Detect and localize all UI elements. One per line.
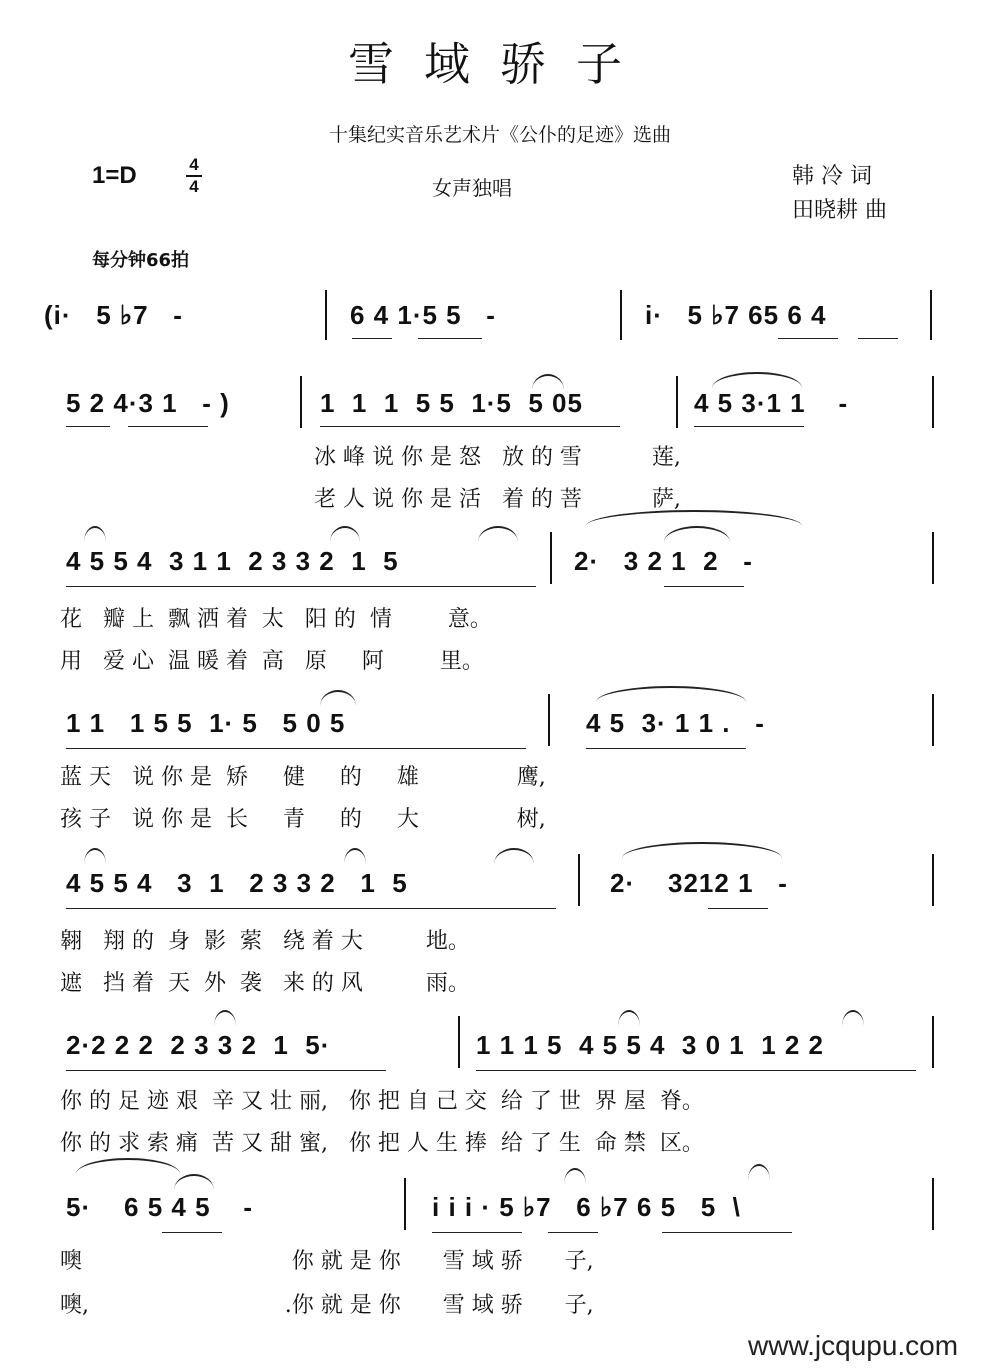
- barline: [932, 532, 934, 584]
- lyric-verse-2: 老 人 说 你 是 活 着 的 菩 萨,: [314, 487, 681, 512]
- lyric-verse-2: 噢, .你 就 是 你 雪 域 骄 子,: [60, 1293, 594, 1318]
- underline: [694, 426, 804, 427]
- underline: [432, 1232, 522, 1233]
- barline: [300, 376, 302, 428]
- lyricist: 韩 冷 词: [792, 164, 872, 189]
- composer: 田晓耕 曲: [792, 198, 887, 223]
- measure: 2· 3 2 1 2 -: [574, 546, 753, 576]
- lyric-verse-1: 花 瓣 上 飘 洒 着 太 阳 的 情 意。: [60, 607, 492, 632]
- underline: [662, 1232, 792, 1233]
- underline: [858, 338, 898, 339]
- credits: [792, 160, 887, 228]
- slur: [712, 372, 802, 388]
- lyric-verse-1: 蓝 天 说 你 是 矫 健 的 雄 鹰,: [60, 765, 546, 790]
- lyric-verse-1: 噢 你 就 是 你 雪 域 骄 子,: [60, 1249, 594, 1274]
- underline: [66, 1070, 386, 1071]
- slur: [330, 526, 360, 542]
- measure: 1 1 1 5 4 5 5 4 3 0 1 1 2 2: [476, 1030, 825, 1060]
- measure: 4 5 3· 1 1 . -: [586, 708, 765, 738]
- underline: [66, 908, 556, 909]
- barline: [550, 532, 552, 584]
- slur: [842, 1010, 864, 1026]
- underline: [548, 1232, 598, 1233]
- lyric-verse-2: 用 爱 心 温 暖 着 高 原 阿 里。: [60, 649, 484, 674]
- lyric-verse-2: 你 的 求 索 痛 苦 又 甜 蜜, 你 把 人 生 捧 给 了 生 命 禁 区。: [60, 1131, 704, 1156]
- tempo-marking: 每分钟66拍: [92, 250, 190, 271]
- slur: [664, 526, 730, 542]
- slur: [84, 848, 106, 864]
- measure: 1 1 1 5 5 1· 5 5 0 5: [66, 708, 346, 738]
- time-signature: [186, 156, 202, 196]
- underline: [352, 338, 392, 339]
- time-numerator: 4: [189, 155, 199, 174]
- measure: (i· 5 ♭7 -: [44, 300, 183, 330]
- barline: [930, 290, 932, 340]
- barline: [932, 1016, 934, 1068]
- underline: [708, 908, 768, 909]
- underline: [128, 426, 208, 427]
- underline: [66, 586, 536, 587]
- measure: 4 5 5 4 3 1 2 3 3 2 1 5: [66, 868, 408, 898]
- time-denominator: 4: [189, 177, 199, 196]
- slur: [84, 526, 106, 542]
- watermark: www.jcqupu.com: [748, 1330, 959, 1361]
- barline: [932, 694, 934, 746]
- underline: [66, 426, 110, 427]
- slur: [478, 526, 518, 542]
- slur: [344, 848, 366, 864]
- slur: [596, 686, 746, 702]
- measure: i i i · 5 ♭7 6 ♭7 6 5 5 \: [432, 1192, 741, 1222]
- underline: [586, 748, 746, 749]
- voice-type: 女声独唱: [432, 176, 512, 200]
- slur: [494, 848, 534, 864]
- slur: [618, 1010, 640, 1026]
- underline: [778, 338, 838, 339]
- slur: [214, 1010, 236, 1026]
- lyric-verse-1: 冰 峰 说 你 是 怒 放 的 雪 莲,: [314, 445, 681, 470]
- underline: [664, 586, 744, 587]
- barline: [548, 694, 550, 746]
- barline: [578, 854, 580, 906]
- underline: [418, 338, 482, 339]
- measure: 2·2 2 2 2 3 3 2 1 5·: [66, 1030, 331, 1060]
- barline: [325, 290, 327, 340]
- underline: [476, 1070, 916, 1071]
- barline: [932, 1178, 934, 1230]
- barline: [676, 376, 678, 428]
- slur: [532, 374, 564, 390]
- measure: 1 1 1 5 5 1·5 5 05: [320, 388, 583, 418]
- measure: i· 5 ♭7 65 6 4: [645, 300, 827, 330]
- underline: [320, 426, 620, 427]
- barline: [404, 1178, 406, 1230]
- measure: 5· 6 5 4 5 -: [66, 1192, 254, 1222]
- slur: [748, 1164, 770, 1180]
- underline: [66, 748, 526, 749]
- slur: [564, 1168, 586, 1184]
- measure: 6 4 1·5 5 -: [350, 300, 496, 330]
- slur: [622, 842, 782, 858]
- song-subtitle: 十集纪实音乐艺术片《公仆的足迹》选曲: [328, 124, 671, 146]
- slur: [76, 1158, 180, 1174]
- barline: [620, 290, 622, 340]
- key-signature: 1=D: [92, 162, 137, 189]
- barline: [932, 376, 934, 428]
- lyric-verse-1: 翱 翔 的 身 影 萦 绕 着 大 地。: [60, 929, 470, 954]
- barline: [458, 1016, 460, 1068]
- song-title: 雪域骄子: [348, 37, 652, 91]
- measure: 4 5 5 4 3 1 1 2 3 3 2 1 5: [66, 546, 399, 576]
- underline: [162, 1232, 222, 1233]
- measure: 5 2 4·3 1 - ): [66, 388, 230, 418]
- measure: 2· 3212 1 -: [610, 868, 788, 898]
- slur: [320, 690, 356, 706]
- lyric-verse-1: 你 的 足 迹 艰 辛 又 壮 丽, 你 把 自 己 交 给 了 世 界 屋 脊。: [60, 1089, 704, 1114]
- lyric-verse-2: 孩 子 说 你 是 长 青 的 大 树,: [60, 807, 546, 832]
- slur: [174, 1174, 214, 1190]
- barline: [932, 854, 934, 906]
- measure: 4 5 3·1 1 -: [694, 388, 849, 418]
- lyric-verse-2: 遮 挡 着 天 外 袭 来 的 风 雨。: [60, 971, 470, 996]
